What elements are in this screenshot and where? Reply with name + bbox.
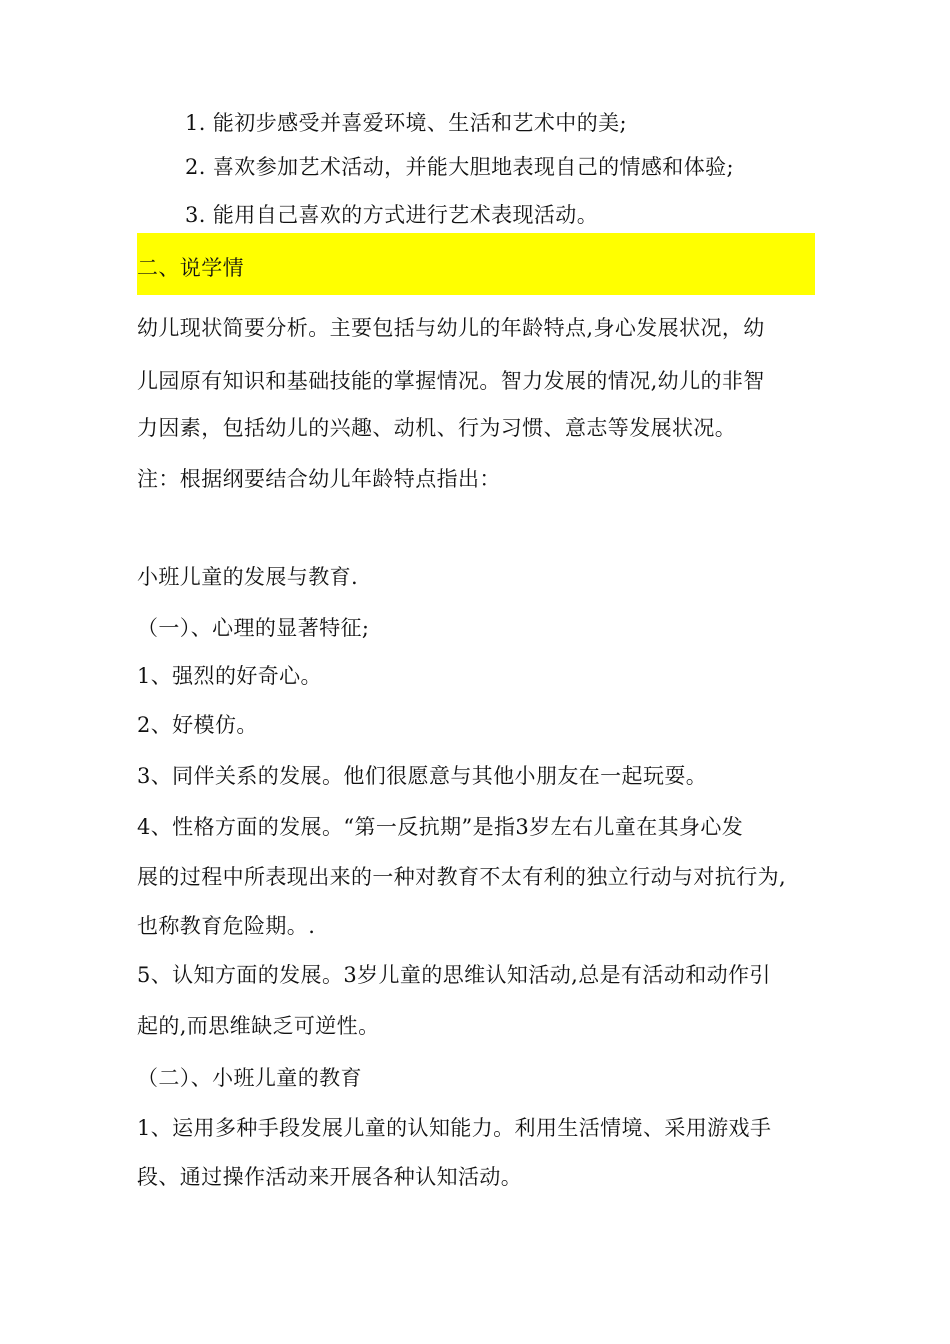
part1-item-5-line-2: 起的,而思维缺乏可逆性。 bbox=[137, 1014, 380, 1038]
part1-item-1: 1、强烈的好奇心。 bbox=[137, 664, 322, 688]
part1-item-4-line-1: 4、性格方面的发展。“第一反抗期”是指3岁左右儿童在其身心发 bbox=[137, 815, 744, 839]
part1-item-3: 3、同伴关系的发展。他们很愿意与其他小朋友在一起玩耍。 bbox=[137, 764, 708, 788]
analysis-line-2: 儿园原有知识和基础技能的掌握情况。智力发展的情况,幼儿的非智 bbox=[137, 369, 765, 393]
goal-item-1: 1. 能初步感受并喜爱环境、生活和艺术中的美; bbox=[185, 111, 627, 135]
part2-title: （二）、小班儿童的教育 bbox=[137, 1066, 362, 1090]
section-heading: 二、说学情 bbox=[137, 256, 244, 280]
part1-item-4-line-2: 展的过程中所表现出来的一种对教育不太有利的独立行动与对抗行为, bbox=[137, 865, 787, 889]
part2-item-1-line-2: 段、通过操作活动来开展各种认知活动。 bbox=[137, 1165, 523, 1189]
goal-item-3: 3. 能用自己喜欢的方式进行艺术表现活动。 bbox=[185, 203, 599, 227]
analysis-note: 注：根据纲要结合幼儿年龄特点指出： bbox=[137, 467, 501, 491]
part1-item-2: 2、好模仿。 bbox=[137, 713, 258, 737]
part1-item-4-line-3: 也称教育危险期。. bbox=[137, 914, 316, 938]
part2-item-1-line-1: 1、运用多种手段发展儿童的认知能力。利用生活情境、采用游戏手 bbox=[137, 1116, 772, 1140]
analysis-line-3: 力因素，包括幼儿的兴趣、动机、行为习惯、意志等发展状况。 bbox=[137, 416, 737, 440]
part1-item-5-line-1: 5、认知方面的发展。3岁儿童的思维认知活动,总是有活动和动作引 bbox=[137, 963, 771, 987]
goal-item-2: 2. 喜欢参加艺术活动，并能大胆地表现自己的情感和体验; bbox=[185, 155, 734, 179]
small-class-title: 小班儿童的发展与教育. bbox=[137, 565, 359, 589]
analysis-line-1: 幼儿现状简要分析。主要包括与幼儿的年龄特点,身心发展状况，幼 bbox=[137, 316, 765, 340]
part1-title: （一）、心理的显著特征; bbox=[137, 616, 370, 640]
